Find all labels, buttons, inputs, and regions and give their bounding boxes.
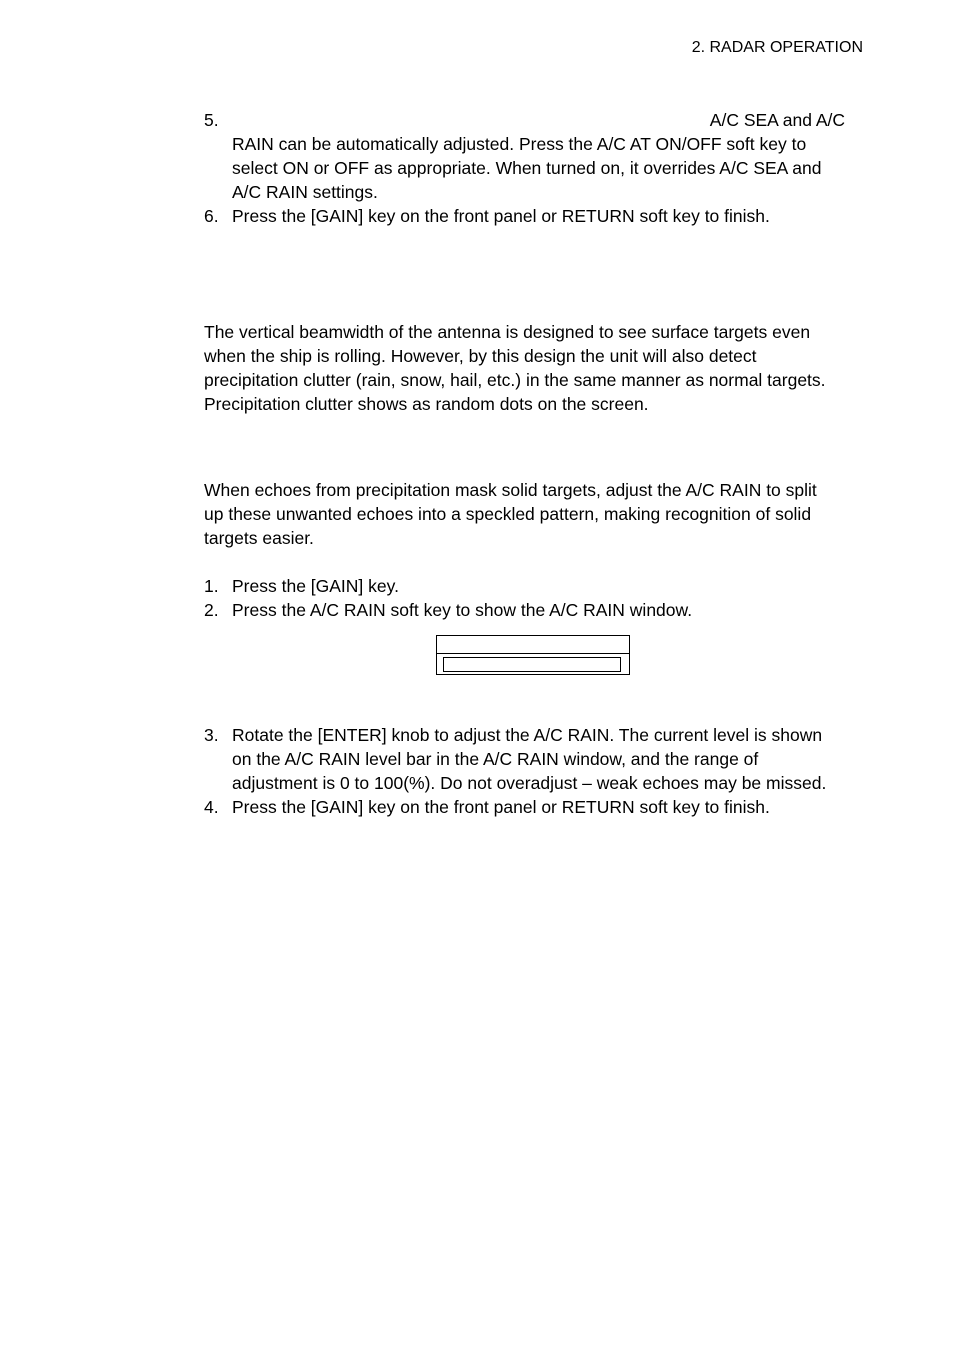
page-header-section: 2. RADAR OPERATION: [691, 39, 863, 56]
step-text-line: A/C SEA and A/C: [709, 110, 845, 130]
step-text-line: Press the [GAIN] key on the front panel or RETURN soft key to finish.: [232, 797, 770, 817]
list-item-step-1: [204, 574, 864, 598]
step-number: 5.: [204, 110, 219, 130]
step-text-line: Rotate the [ENTER] knob to adjust the A/C RAIN. The current level is shown: [232, 725, 823, 745]
paragraph-line: targets easier.: [204, 528, 314, 548]
step-list-b: [204, 723, 864, 819]
adjust-paragraph: [204, 478, 874, 550]
step-number: 3.: [204, 725, 219, 745]
step-text-line: Press the A/C RAIN soft key to show the A/C RAIN window.: [232, 600, 693, 620]
step-number: 4.: [204, 797, 219, 817]
paragraph-line: when the ship is rolling. However, by this design the unit will also detect: [204, 346, 757, 366]
list-item-step-2: [204, 598, 864, 622]
paragraph-line: Precipitation clutter shows as random dots on the screen.: [204, 394, 649, 414]
step-number: 1.: [204, 576, 219, 596]
step-text-line: RAIN can be automatically adjusted. Press the A/C AT ON/OFF soft key to: [232, 134, 807, 154]
paragraph-line: When echoes from precipitation mask solid targets, adjust the A/C RAIN to split: [204, 480, 817, 500]
step-number: 2.: [204, 600, 219, 620]
step-text-line: Press the [GAIN] key.: [232, 576, 399, 596]
list-item-step-5: [204, 108, 864, 204]
step-list-top: [204, 108, 864, 228]
ac-rain-level-bar: [443, 657, 621, 672]
intro-paragraph: [204, 320, 874, 416]
paragraph-line: up these unwanted echoes into a speckled pattern, making recognition of solid: [204, 504, 812, 524]
list-item-step-3: [204, 723, 864, 795]
paragraph-line: precipitation clutter (rain, snow, hail, etc.) in the same manner as normal targets.: [204, 370, 826, 390]
step-text-line: adjustment is 0 to 100(%). Do not overadjust – weak echoes may be missed.: [232, 773, 827, 793]
step-text-line: A/C RAIN settings.: [232, 182, 378, 202]
step-text-line: select ON or OFF as appropriate. When turned on, it overrides A/C SEA and: [232, 158, 822, 178]
step-text-line: on the A/C RAIN level bar in the A/C RAIN window, and the range of: [232, 749, 759, 769]
step-number: 6.: [204, 206, 219, 226]
window-title-bar: [437, 636, 629, 654]
list-item-step-4: [204, 795, 864, 819]
list-item-step-6: [204, 204, 864, 228]
paragraph-line: The vertical beamwidth of the antenna is designed to see surface targets even: [204, 322, 811, 342]
ac-rain-window-figure: [436, 635, 630, 675]
step-list-a: [204, 574, 864, 622]
step-text-line: Press the [GAIN] key on the front panel or RETURN soft key to finish.: [232, 206, 770, 226]
